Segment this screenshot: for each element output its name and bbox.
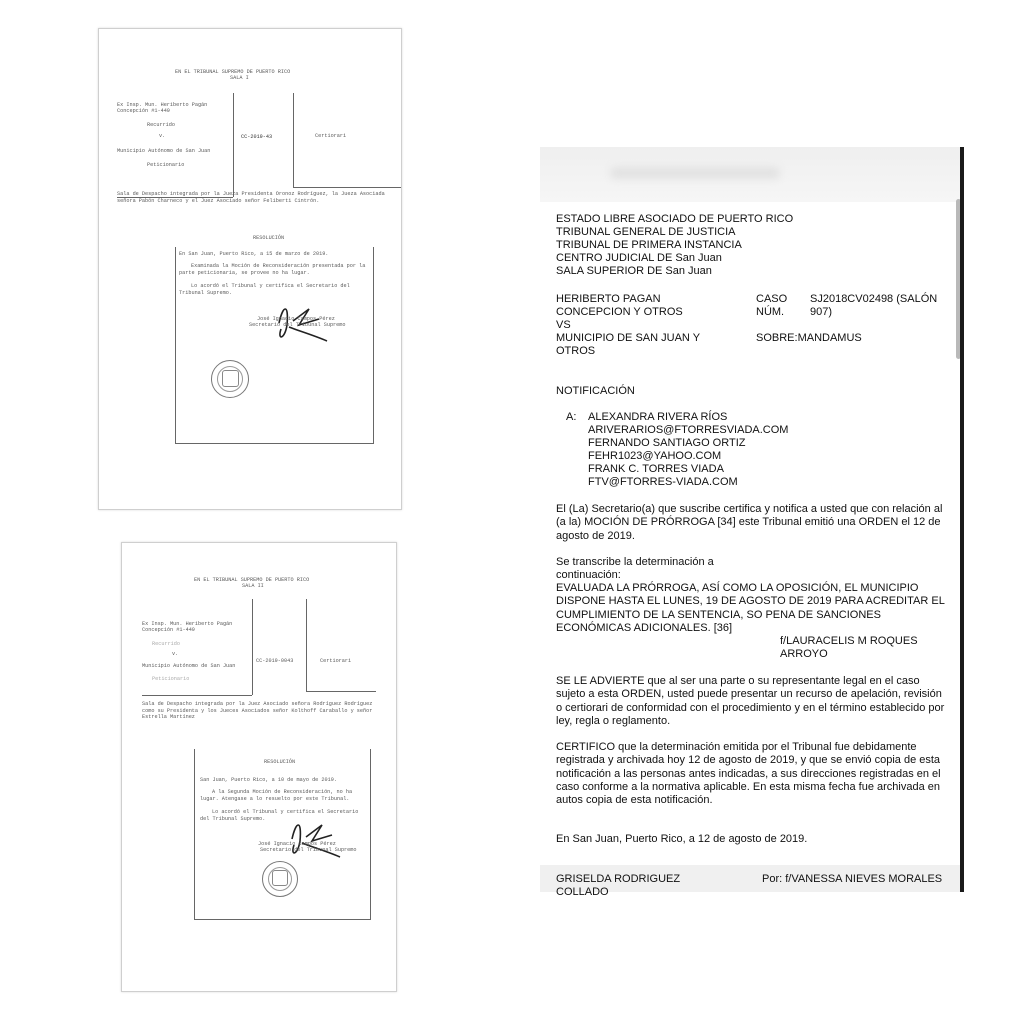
date-line: En San Juan, Puerto Rico, a 15 de marzo de 2019. — [179, 251, 329, 257]
page-edge — [960, 147, 964, 892]
recipient-name: FERNANDO SANTIAGO ORTIZ — [588, 437, 746, 449]
deputy-signature: Por: f/VANESSA NIEVES MORALES — [762, 873, 943, 885]
versus-label: v. — [172, 651, 179, 657]
party-role: Peticionario — [152, 676, 190, 682]
court-title: EN EL TRIBUNAL SUPREMO DE PUERTO RICO — [194, 577, 310, 583]
case-type: Certiorari — [315, 133, 347, 139]
blurred-header-bar — [540, 147, 964, 202]
recipient-email: FTV@FTORRES-VIADA.COM — [588, 476, 738, 488]
party-name: Concepción #1-449 — [142, 627, 195, 633]
sala-label: SALA II — [242, 583, 264, 589]
divider-line — [306, 599, 307, 691]
party-name: Ex Insp. Mun. Heriberto Pagán — [142, 621, 233, 627]
court-notification-document — [540, 147, 964, 899]
sala-label: SALA I — [230, 75, 249, 81]
signature-footer — [540, 865, 960, 899]
divider-line — [175, 443, 374, 444]
divider-line — [175, 247, 176, 443]
divider-line — [194, 749, 195, 919]
transcription-intro: Se transcribe la determinación a continuación: — [556, 556, 714, 582]
notification-heading: NOTIFICACIÓN — [556, 385, 635, 397]
party-line: MUNICIPIO DE SAN JUAN Y — [556, 332, 701, 344]
signer-title: Secretario del Tribunal Supremo — [260, 847, 357, 853]
recipient-email: ARIVERARIOS@FTORRESVIADA.COM — [588, 424, 789, 436]
divider-line — [373, 247, 374, 443]
number-label: NÚM. — [756, 306, 785, 318]
certificate-paragraph: CERTIFICO que la determinación emitida por el Tribunal fue debidamente registrada y archivada hoy 12 de agosto de 2019, y que se envió copia de esta notificación a las personas antes indicadas, a sus direcciones registradas en el caso conforme a la normativa aplicable. En esta misma fecha fue archivada en autos copia de esta notificación. — [556, 741, 941, 807]
panel-text: Sala de Despacho integrada por la Jueza Presidenta Oronoz Rodríguez, la Jueza Asociada señora Pabón Charneco y el Juez Asociado señor Feliberti Cintrón. — [117, 191, 385, 204]
recipient-email: FEHR1023@YAHOO.COM — [588, 450, 722, 462]
party-role: Peticionario — [147, 162, 185, 168]
resolution-heading: RESOLUCIÓN — [264, 759, 296, 765]
recipient-name: ALEXANDRA RIVERA RÍOS — [588, 411, 728, 423]
party-name: Ex Insp. Mun. Heriberto Pagán — [117, 102, 208, 108]
divider-line — [233, 93, 234, 197]
order-text: EVALUADA LA PRÓRROGA, ASÍ COMO LA OPOSICIÓN, EL MUNICIPIO DISPONE HASTA EL LUNES, 19 DE AGOSTO DE 2019 PARA ACREDITAR EL CUMPLIMIENTO DE LA SENTENCIA, SO PENA DE SANCIONES ECONÓMICAS ADICIONALES. [36] — [556, 582, 945, 634]
party-role: Recurrido — [147, 122, 176, 128]
header-line: TRIBUNAL DE PRIMERA INSTANCIA — [556, 239, 742, 251]
header-line: CENTRO JUDICIAL DE San Juan — [556, 252, 722, 264]
clerk-name: GRISELDA RODRIGUEZ COLLADO — [556, 873, 681, 899]
subject-line: SOBRE:MANDAMUS — [756, 332, 862, 344]
scanned-resolution-page-2 — [121, 542, 397, 992]
divider-line — [194, 919, 371, 920]
party-line: HERIBERTO PAGAN — [556, 293, 661, 305]
recipients-label: A: — [566, 411, 577, 423]
divider-line — [306, 691, 376, 692]
resolution-body: Examinada la Moción de Reconsideración presentada por la parte peticionaria, se provee no ha lugar. — [179, 263, 366, 276]
party-name: Municipio Autónomo de San Juan — [142, 663, 236, 669]
case-number: CC-2019-0043 — [256, 658, 294, 664]
scanned-resolution-page-1 — [98, 28, 402, 510]
party-line: VS — [556, 319, 571, 331]
divider-line — [142, 695, 252, 696]
court-seal-icon — [211, 360, 249, 398]
party-role: Recurrido — [152, 641, 181, 647]
place-date: En San Juan, Puerto Rico, a 12 de agosto de 2019. — [556, 833, 808, 845]
warning-paragraph: SE LE ADVIERTE que al ser una parte o su representante legal en el caso sujeto a esta ORDEN, usted puede presentar un recurso de apelación, revisión o certiorari de conformidad con el procedimiento y en el término establecido por ley, regla o reglamento. — [556, 675, 945, 727]
signer-name: José Ignacio Campos Pérez — [257, 316, 335, 322]
resolution-body: A la Segunda Moción de Reconsideración, no ha lugar. Atengase a lo resuelto por este Tribunal. — [200, 789, 353, 802]
case-type: Certiorari — [320, 658, 352, 664]
header-line: SALA SUPERIOR DE San Juan — [556, 265, 712, 277]
judge-signature: f/LAURACELIS M ROQUES ARROYO — [780, 635, 918, 661]
recipient-name: FRANK C. TORRES VIADA — [588, 463, 724, 475]
header-line: ESTADO LIBRE ASOCIADO DE PUERTO RICO — [556, 213, 794, 225]
signer-title: Secretario del Tribunal Supremo — [249, 322, 346, 328]
certification-paragraph: El (La) Secretario(a) que suscribe certifica y notifica a usted que con relación al (a la) MOCIÓN DE PRÓRROGA [34] este Tribunal emitió una ORDEN el 12 de agosto de 2019. — [556, 503, 943, 542]
party-name: Municipio Autónomo de San Juan — [117, 148, 211, 154]
date-line: San Juan, Puerto Rico, a 10 de mayo de 2019. — [200, 777, 337, 783]
court-title: EN EL TRIBUNAL SUPREMO DE PUERTO RICO — [175, 69, 291, 75]
signature-mark — [282, 813, 352, 863]
divider-line — [252, 599, 253, 695]
case-label: CASO — [756, 293, 788, 305]
party-name: Concepción #1-449 — [117, 108, 170, 114]
divider-line — [293, 93, 294, 187]
signer-name: José Ignacio Campos Pérez — [258, 841, 336, 847]
court-seal-icon — [262, 861, 298, 897]
divider-line — [370, 749, 371, 919]
divider-line — [293, 187, 401, 188]
resolution-heading: RESOLUCIÓN — [253, 235, 285, 241]
party-line: CONCEPCION Y OTROS — [556, 306, 683, 318]
header-line: TRIBUNAL GENERAL DE JUSTICIA — [556, 226, 736, 238]
agreement-text: Lo acordó el Tribunal y certifica el Secretario del Tribunal Supremo. — [179, 283, 350, 296]
agreement-text: Lo acordó el Tribunal y certifica el Secretario del Tribunal Supremo. — [200, 809, 359, 822]
panel-text: Sala de Despacho integrada por la Juez Asociado señora Rodríguez Rodríguez como su Presidenta y los Jueces Asociados señor Kolthoff Caraballo y señor Estrella Martínez — [142, 701, 373, 720]
versus-label: v. — [159, 133, 166, 139]
case-number: SJ2018CV02498 (SALÓN 907) — [810, 293, 938, 319]
case-number: CC-2019-43 — [241, 134, 273, 140]
party-line: OTROS — [556, 345, 596, 357]
